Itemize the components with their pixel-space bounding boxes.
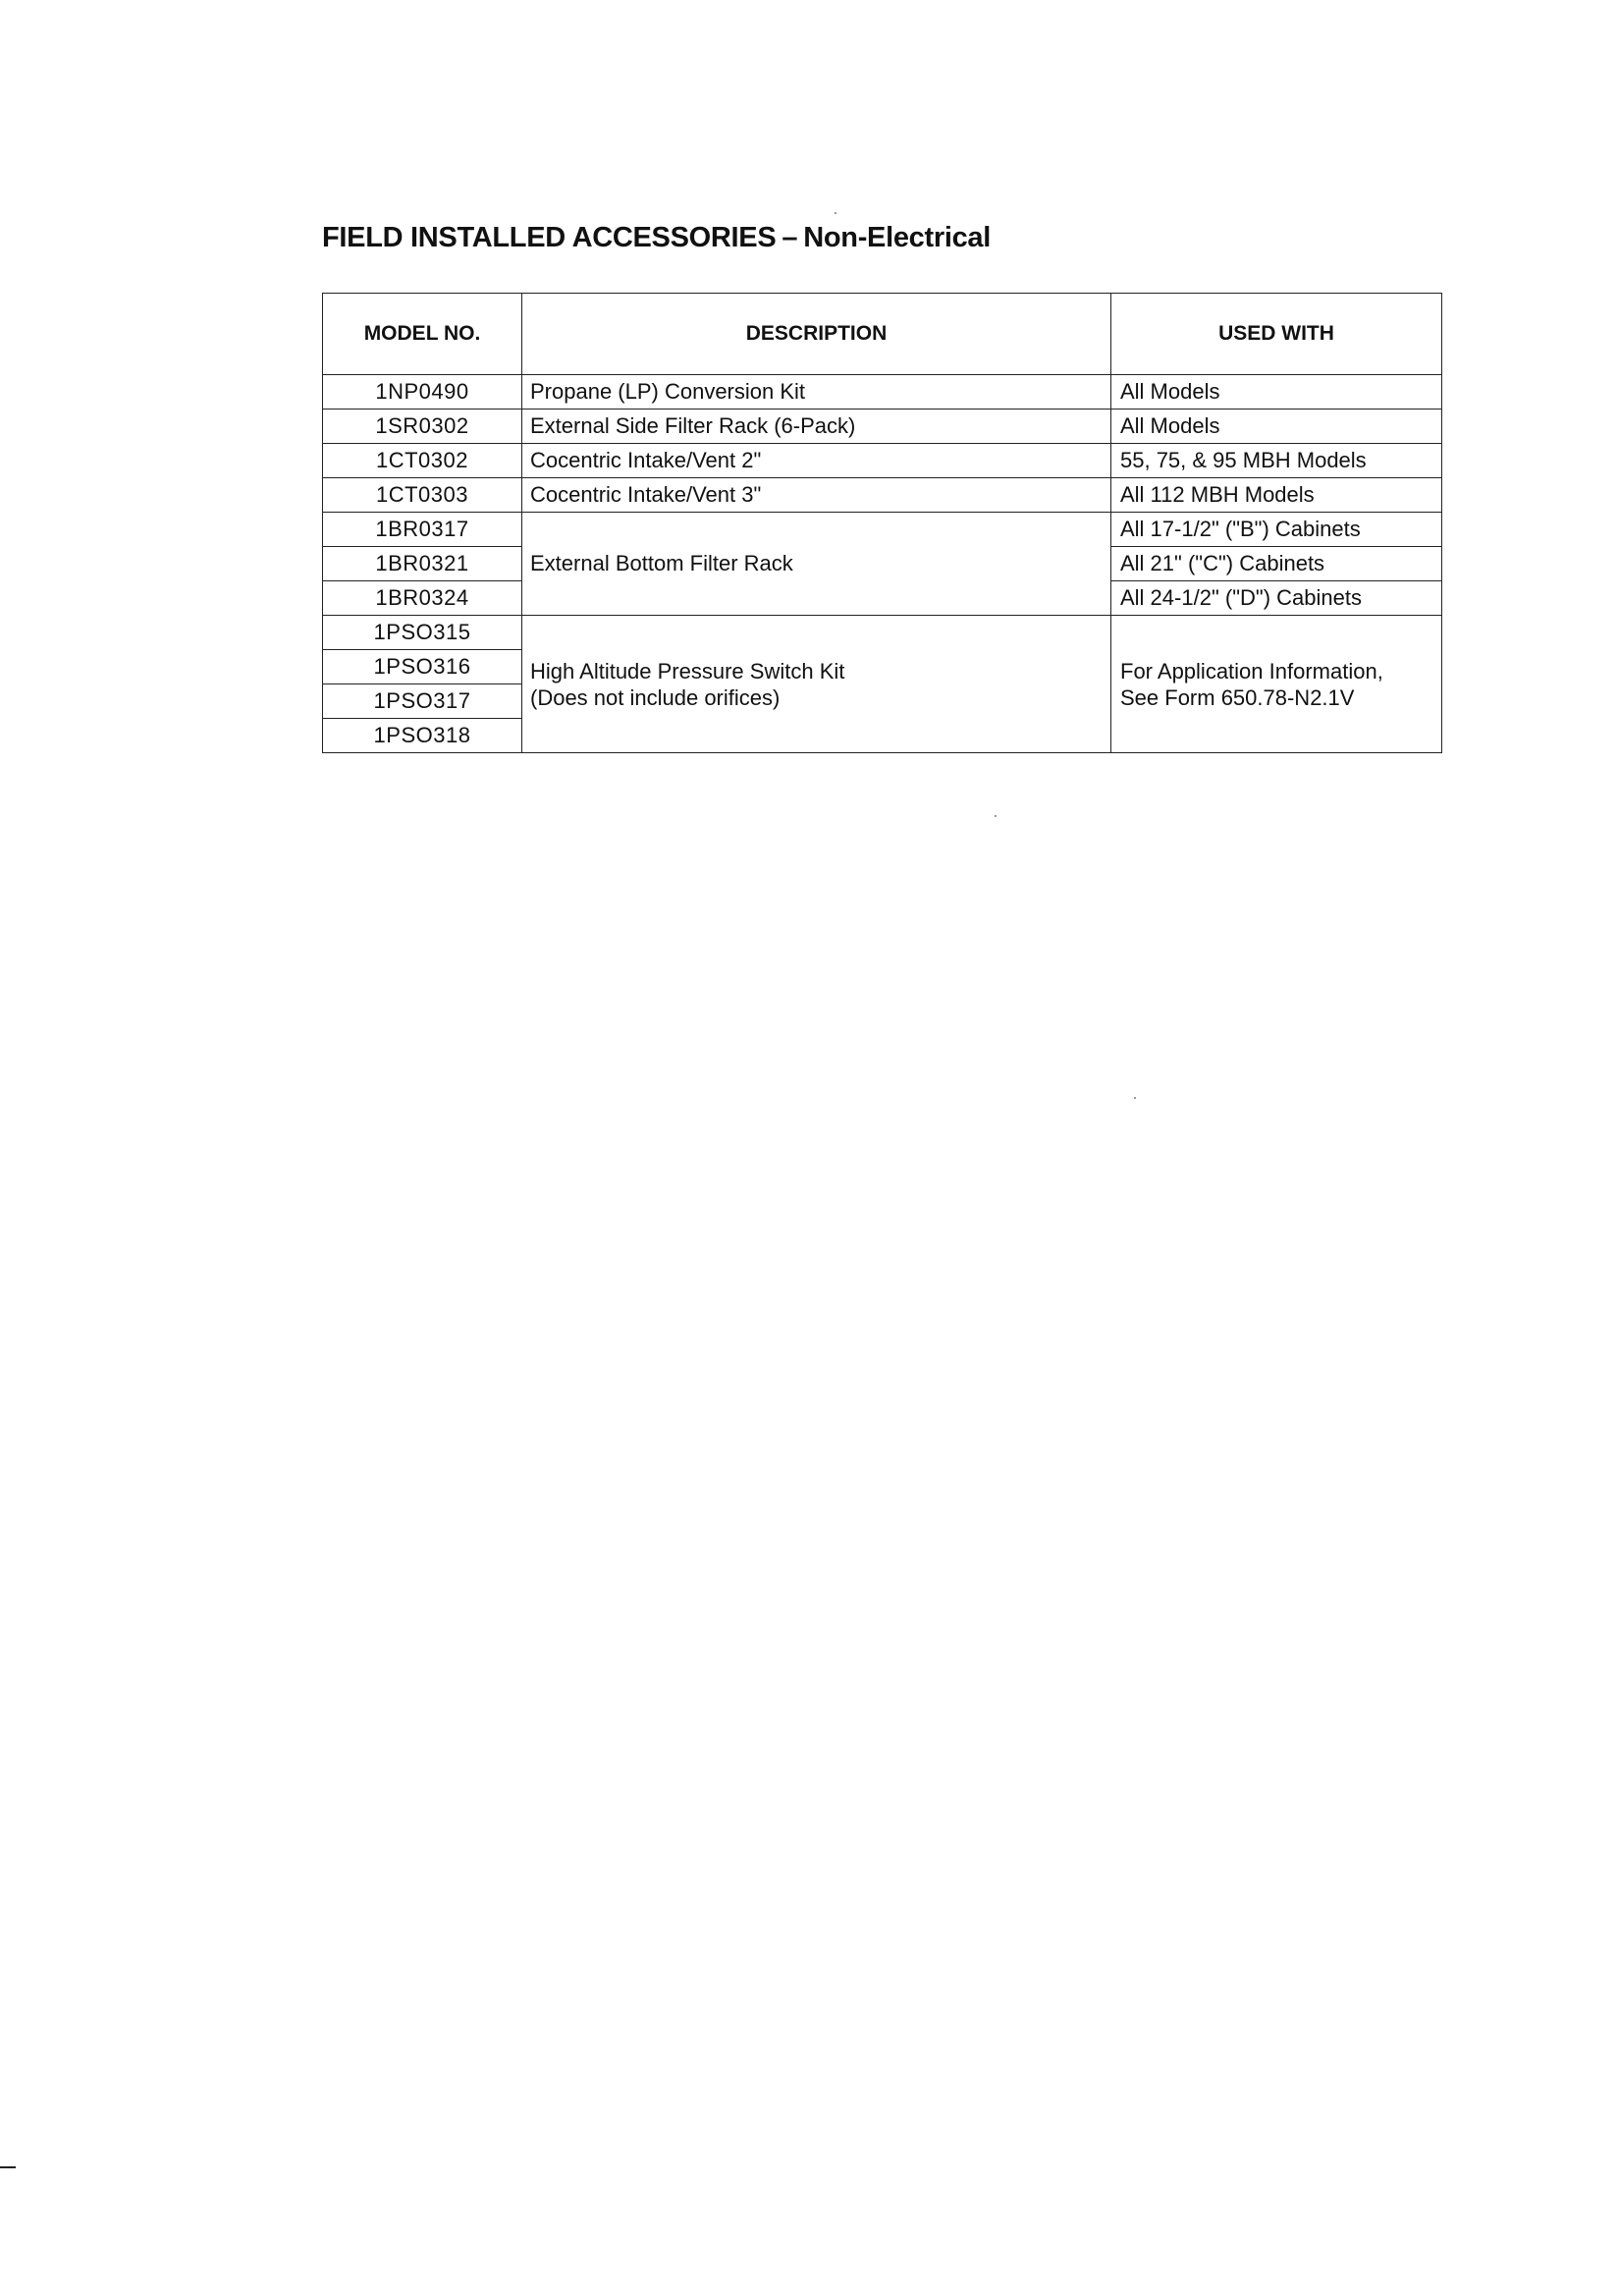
description-line: High Altitude Pressure Switch Kit — [530, 658, 845, 683]
scan-speck — [995, 815, 997, 817]
model-number-cell: 1PSO315 — [323, 616, 522, 650]
page-title-main: FIELD INSTALLED ACCESSORIES — [322, 222, 777, 253]
used-with-line: See Form 650.78-N2.1V — [1120, 684, 1355, 710]
used-with-cell: All 21" ("C") Cabinets — [1111, 547, 1442, 581]
used-with-cell: All Models — [1111, 410, 1442, 444]
page-title-sub: Non-Electrical — [803, 222, 992, 253]
model-number-cell: 1BR0321 — [323, 547, 522, 581]
column-header-description: DESCRIPTION — [522, 294, 1111, 375]
description-line: (Does not include orifices) — [530, 684, 781, 710]
model-number-cell: 1PSO316 — [323, 650, 522, 684]
table-row — [323, 478, 1442, 513]
used-with-line: For Application Information, — [1120, 658, 1383, 683]
model-number-cell: 1NP0490 — [323, 375, 522, 410]
description-cell: Propane (LP) Conversion Kit — [522, 375, 1111, 410]
accessories-table — [322, 293, 1442, 753]
scan-speck — [835, 212, 836, 214]
used-with-cell: All 112 MBH Models — [1111, 478, 1442, 513]
description-cell: External Bottom Filter Rack — [522, 513, 1111, 616]
model-number-cell: 1BR0317 — [323, 513, 522, 547]
table-header-row — [323, 294, 1442, 375]
column-header-model: MODEL NO. — [323, 294, 522, 375]
table-row — [323, 375, 1442, 410]
used-with-cell: All 24-1/2" ("D") Cabinets — [1111, 581, 1442, 616]
table-row — [323, 410, 1442, 444]
column-header-used-with: USED WITH — [1111, 294, 1442, 375]
description-cell: External Side Filter Rack (6-Pack) — [522, 410, 1111, 444]
used-with-cell — [1111, 616, 1442, 753]
table-row — [323, 616, 1442, 650]
scan-speck — [1134, 1097, 1136, 1099]
model-number-cell: 1BR0324 — [323, 581, 522, 616]
scan-edge-mark — [0, 2166, 16, 2168]
model-number-cell: 1CT0302 — [323, 444, 522, 478]
table-row — [323, 444, 1442, 478]
used-with-cell: All Models — [1111, 375, 1442, 410]
model-number-cell: 1PSO318 — [323, 719, 522, 753]
description-cell — [522, 616, 1111, 753]
description-cell: Cocentric Intake/Vent 3" — [522, 478, 1111, 513]
table-row — [323, 513, 1442, 547]
model-number-cell: 1CT0303 — [323, 478, 522, 513]
used-with-cell: All 17-1/2" ("B") Cabinets — [1111, 513, 1442, 547]
used-with-cell: 55, 75, & 95 MBH Models — [1111, 444, 1442, 478]
description-cell: Cocentric Intake/Vent 2" — [522, 444, 1111, 478]
page-title — [322, 222, 991, 254]
model-number-cell: 1PSO317 — [323, 684, 522, 719]
model-number-cell: 1SR0302 — [323, 410, 522, 444]
page-title-dash: – — [782, 222, 798, 253]
